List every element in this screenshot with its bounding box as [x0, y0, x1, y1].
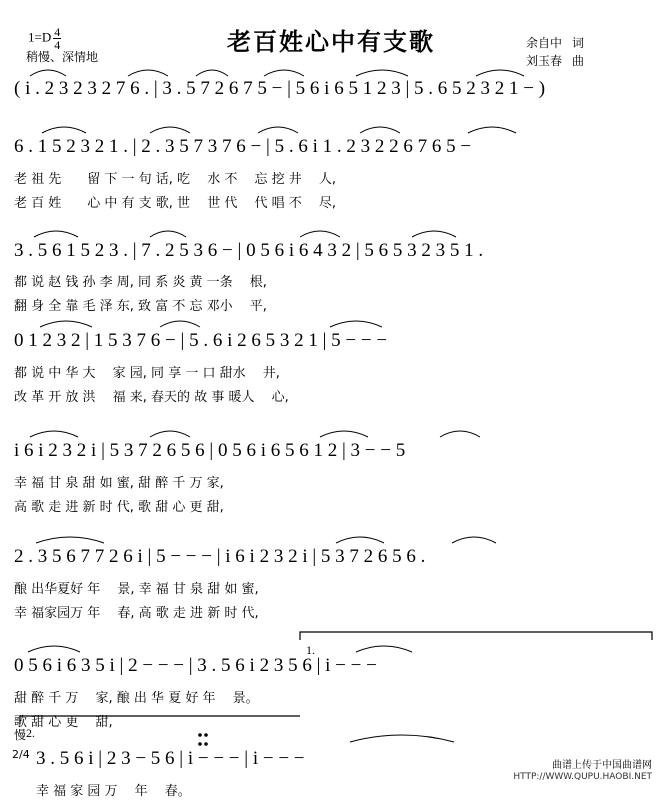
system-5-notes: i 6 i 2 3 2 i | 5 3 7 2 6 5 6 | 0 5 6 i 6 5 6 1 2 | 3 − − 5 — [14, 440, 406, 461]
composer-name: 刘玉春 — [525, 54, 562, 68]
system-4-lyrics-verse1: 都 说 中 华 大 家 园, 同 享 一 口 甜水 井, — [14, 366, 280, 381]
lyricist-name: 余自中 — [525, 36, 562, 50]
system-8-notes: 3 . 5 6 i | 2 3 − 5 6 | i − − − | i − − − — [36, 748, 305, 769]
credits — [526, 34, 584, 70]
system-5-lyrics-verse1: 幸 福 甘 泉 甜 如 蜜, 甜 醉 千 万 家, — [14, 476, 224, 491]
system-2-notes: 6 . 1 5 2 3 2 1 . | 2 . 3 5 7 3 7 6 − | 5 . 6 i 1 . 2 3 2 2 6 7 6 5 − — [14, 136, 472, 157]
system-3-notes: 3 . 5 6 1 5 2 3 . | 7 . 2 5 3 6 − | 0 5 6 i 6 4 3 2 | 5 6 5 3 2 3 5 1 . — [14, 240, 484, 261]
tempo-marking: 稍慢、深情地 — [26, 50, 99, 64]
system-2-lyrics-verse1: 老 祖 先 留 下 一 句 话, 吃 水 不 忘 挖 井 人, — [14, 172, 336, 187]
system-6-lyrics-verse2: 幸 福家园万 年 春, 高 歌 走 进 新 时 代, — [14, 606, 259, 621]
system-4-lyrics-verse2: 改 革 开 放 洪 福 来, 春天的 故 事 暖人 心, — [14, 390, 289, 405]
footer-upload-text: 曲谱上传于中国曲谱网 — [552, 760, 652, 772]
page-title: 老百姓心中有支歌 — [227, 28, 435, 56]
system-6-lyrics-verse1: 酿 出华夏好 年 景, 幸 福 甘 泉 甜 如 蜜, — [14, 582, 259, 597]
footer-credit — [513, 759, 652, 784]
first-ending-label: 1. — [306, 643, 315, 657]
system-8-lyrics: 幸 福 家 园 万 年 春。 — [36, 784, 191, 799]
system-7-notes: 0 5 6 i 6 3 5 i | 2 − − − | 3 . 5 6 i 2 3 5 6 | i − − − — [14, 655, 377, 676]
system-7-lyrics-verse2: 歌 甜 心 更 甜, — [14, 715, 113, 730]
system-5-lyrics-verse2: 高 歌 走 进 新 时 代, 歌 甜 心 更 甜, — [14, 500, 224, 515]
key-text: 1=D — [28, 29, 52, 45]
system-7-lyrics-verse1: 甜 醉 千 万 家, 酿 出 华 夏 好 年 景。 — [14, 691, 259, 706]
composer-line — [526, 52, 584, 70]
system-2-lyrics-verse2: 老 百 姓 心 中 有 支 歌, 世 世 代 代 唱 不 尽, — [14, 196, 336, 211]
lyricist-role: 词 — [571, 36, 584, 50]
second-ending-label: 2. — [26, 726, 35, 740]
system-6-notes: 2 . 3 5 6 7 7 2 6 i | 5 − − − | i 6 i 2 3 2 i | 5 3 7 2 6 5 6 . — [14, 546, 426, 567]
lyricist-line — [526, 34, 584, 52]
slow-marking: 慢 — [14, 728, 27, 742]
system-4-notes: 0 1 2 3 2 | 1 5 3 7 6 − | 5 . 6 i 2 6 5 3 2 1 | 5 − − − — [14, 330, 388, 351]
footer-site-url: HTTP://WWW.QUPU.HAOBI.NET — [513, 772, 652, 783]
meter-change-marking: 2/4 — [12, 748, 30, 761]
time-signature: $\frac{4}{4}$ — [54, 25, 61, 52]
system-1-notes: ( i . 2 3 2 3 2 7 6 . | 3 . 5 7 2 6 7 5 − | 5 6 i 6 5 1 2 3 | 5 . 6 5 2 3 2 1 − ) — [14, 78, 546, 99]
system-3-lyrics-verse2: 翻 身 全 靠 毛 泽 东, 致 富 不 忘 邓小 平, — [14, 299, 267, 314]
system-3-lyrics-verse1: 都 说 赵 钱 孙 李 周, 同 系 炎 黄 一条 根, — [14, 275, 267, 290]
composer-role: 曲 — [571, 54, 584, 68]
